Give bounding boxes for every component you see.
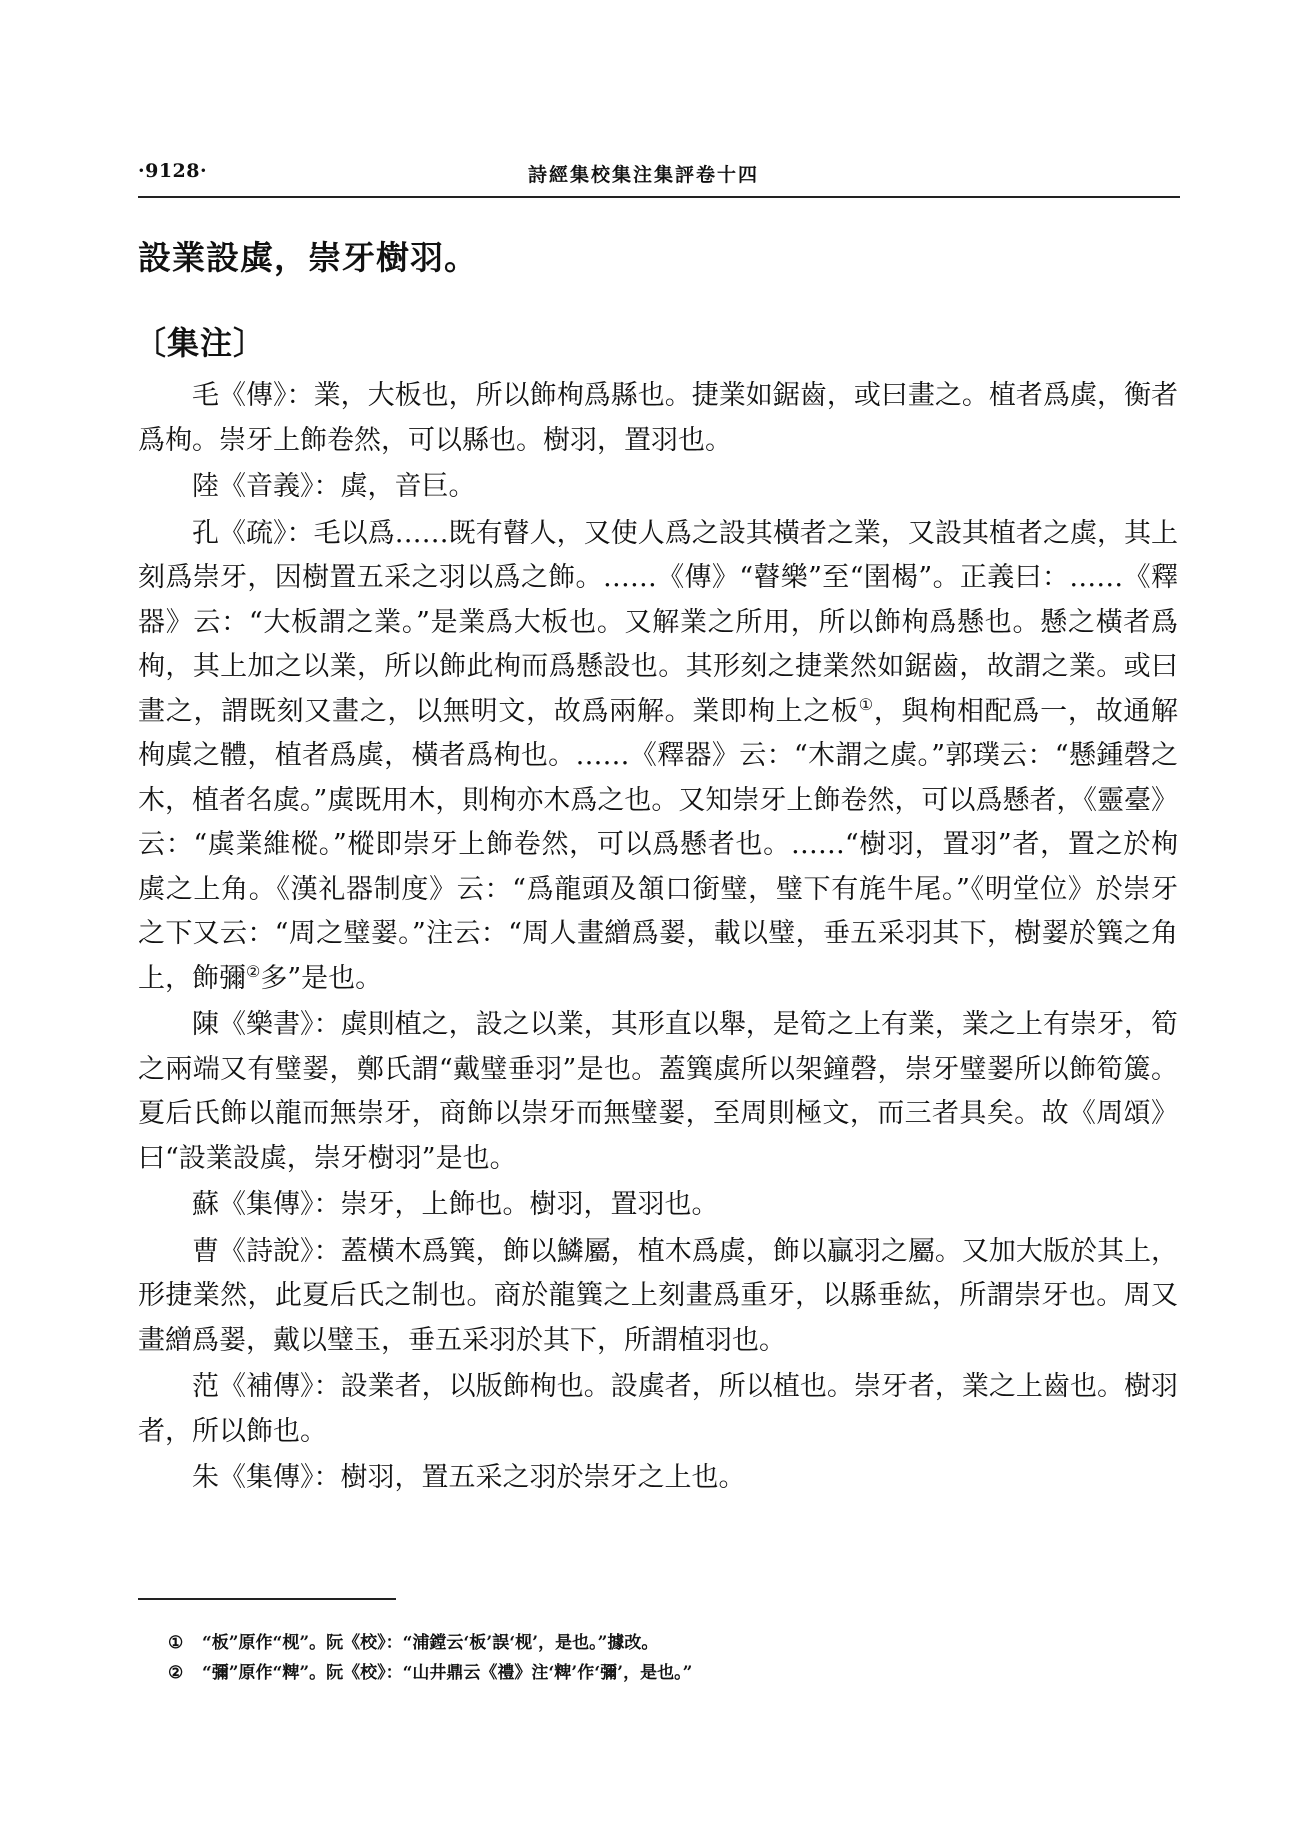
verse-line: 設業設虡，崇牙樹羽。	[138, 238, 478, 277]
footnote-marker-2: ②	[246, 961, 261, 981]
paragraph-text: 孔《疏》：毛以爲……既有瞽人，又使人爲之設其橫者之業，又設其植者之虡，其上刻爲崇牙，因樹置五采之羽以爲之飾。……《傳》“瞽樂”至“圉楬”。正義曰：……《釋器》云：“大板謂之業。”是業爲大板也。又解業之所用，所以飾栒爲懸也。懸之橫者爲栒，其上加之以業，所以飾此栒而爲懸設也。其形刻之捷業然如鋸齒，故謂之業。或曰畫之，謂既刻又畫之，以無明文，故爲兩解。業即栒上之板	[138, 517, 1178, 727]
footnotes	[168, 1628, 1168, 1688]
commentary-paragraph-su: 蘇《集傳》：崇牙，上飾也。樹羽，置羽也。	[192, 1189, 719, 1220]
footnote-marker-1: ①	[858, 694, 874, 714]
footnote-number: ②	[168, 1663, 184, 1683]
running-title: 詩經集校集注集評卷十四	[528, 164, 760, 186]
commentary-paragraph-zhu: 朱《集傳》：樹羽，置五采之羽於崇牙之上也。	[192, 1462, 746, 1493]
footnote-1	[168, 1628, 1168, 1658]
paragraph-text: 多”是也。	[260, 962, 383, 994]
paragraph-text: ，與栒相配爲一，故通解栒虡之體，植者爲虡，橫者爲栒也。……《釋器》云：“木謂之虡。”郭璞云：“懸鍾磬之木，植者名虡。”虡既用木，則栒亦木爲之也。又知崇牙上飾卷然，可以爲懸者，《靈臺》云：“虡業維樅。”樅即崇牙上飾卷然，可以爲懸者也。……“樹羽，置羽”者，置之於栒虡之上角。《漢礼器制度》云：“爲龍頭及頷口銜璧，璧下有旄牛尾。”《明堂位》於崇牙之下又云：“周之璧翣。”注云：“周人畫繒爲翣，載以璧，垂五采羽其下，樹翣於簨之角上，飾彌	[138, 695, 1179, 994]
footnote-rule	[138, 1598, 396, 1600]
commentary-paragraph-lu: 陸《音義》：虡，音巨。	[192, 471, 476, 502]
footnote-text: “彌”原作“粺”。阮《校》：“山井鼎云《禮》注‘粺’作‘彌’，是也。”	[202, 1663, 693, 1683]
header-rule	[138, 196, 1180, 198]
page-number: ·9128·	[138, 160, 208, 182]
section-heading: 〔集注〕	[134, 324, 267, 362]
commentary-paragraph-mao: 毛《傳》：業，大板也，所以飾栒爲縣也。捷業如鋸齒，或曰畫之。植者爲虡，衡者爲栒。崇牙上飾卷然，可以縣也。樹羽，置羽也。	[138, 380, 1178, 456]
footnote-number: ①	[168, 1633, 184, 1653]
commentary-paragraph-cao: 曹《詩說》：蓋橫木爲簨，飾以鱗屬，植木爲虡，飾以贏羽之屬。又加大版於其上，形捷業然，此夏后氏之制也。商於龍簨之上刻畫爲重牙，以縣垂紘，所謂崇牙也。周又畫繒爲翣，戴以璧玉，垂五采羽於其下，所謂植羽也。	[138, 1235, 1178, 1356]
footnote-2	[168, 1658, 1168, 1688]
commentary-paragraph-chen: 陳《樂書》：虡則植之，設之以業，其形直以舉，是筍之上有業，業之上有崇牙，筍之兩端又有璧翣，鄭氏謂“戴璧垂羽”是也。蓋簨虡所以架鐘磬，崇牙璧翣所以飾筍簴。夏后氏飾以龍而無崇牙，商飾以崇牙而無璧翣，至周則極文，而三者具矣。故《周頌》曰“設業設虡，崇牙樹羽”是也。	[138, 1009, 1178, 1174]
running-head	[138, 160, 1178, 190]
commentary-paragraph-kong	[138, 512, 1178, 1002]
footnote-text: “板”原作“枧”。阮《校》：“浦鏜云‘板’誤‘枧’，是也。”據改。	[202, 1633, 659, 1653]
commentary-body	[138, 374, 1178, 1501]
commentary-paragraph-fan: 范《補傳》：設業者，以版飾栒也。設虡者，所以植也。崇牙者，業之上齒也。樹羽者，所以飾也。	[138, 1371, 1178, 1447]
